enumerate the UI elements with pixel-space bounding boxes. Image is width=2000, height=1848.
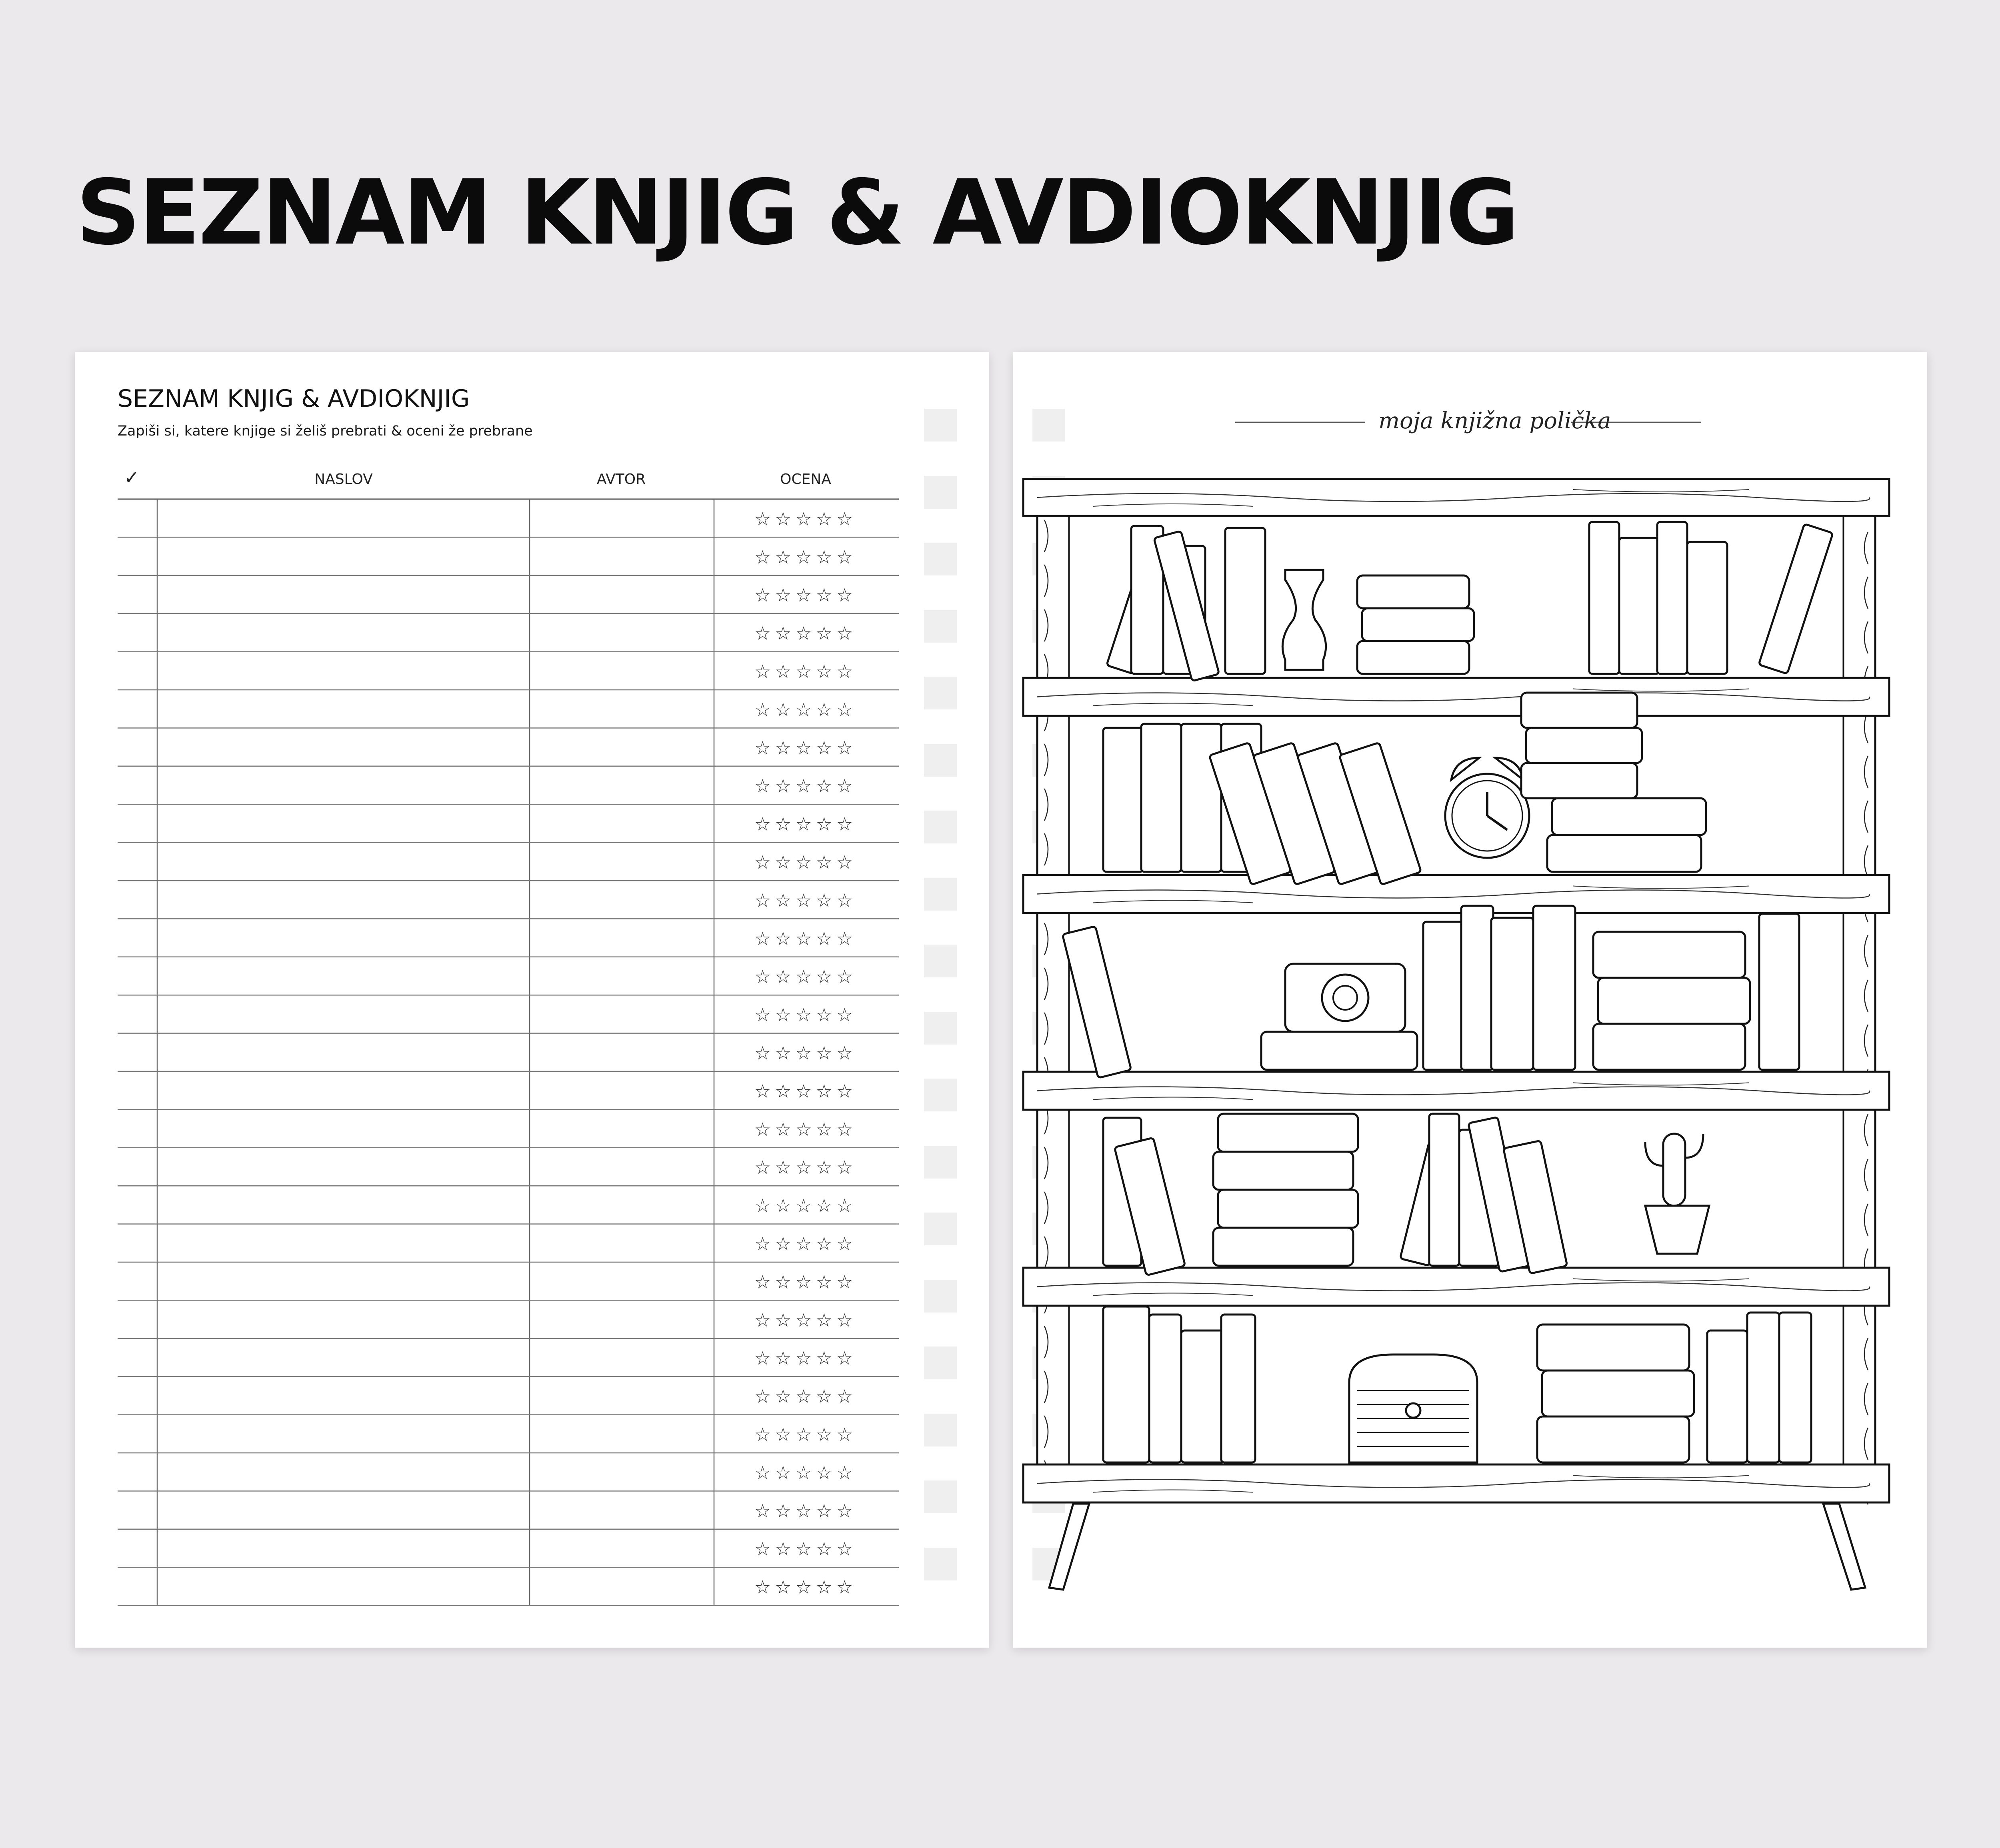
- right-post: [1843, 479, 1875, 1501]
- rating-stars-icon: ☆☆☆☆☆: [754, 1309, 857, 1331]
- book-stack: [1218, 1190, 1358, 1228]
- page-tab[interactable]: [924, 543, 957, 575]
- page-tab[interactable]: [924, 677, 957, 709]
- book-stack: [1552, 798, 1706, 835]
- book-spine: [1747, 1313, 1779, 1462]
- book-stack: [1542, 1371, 1694, 1416]
- book-stack: [1213, 1152, 1353, 1190]
- page-tab[interactable]: [924, 1079, 957, 1111]
- rating-stars-icon: ☆☆☆☆☆: [754, 508, 857, 530]
- page-tab[interactable]: [924, 878, 957, 911]
- book-spine: [1225, 528, 1265, 674]
- bookshelf-page: [1013, 352, 1927, 1648]
- book-stack: [1362, 608, 1474, 641]
- book-stack: [1357, 641, 1469, 674]
- rating-stars-icon: ☆☆☆☆☆: [754, 622, 857, 644]
- rating-stars-icon: ☆☆☆☆☆: [754, 1195, 857, 1217]
- book-spine: [1491, 918, 1533, 1070]
- rating-stars-icon: ☆☆☆☆☆: [754, 1233, 857, 1255]
- book-spine: [1181, 1331, 1225, 1462]
- rating-stars-icon: ☆☆☆☆☆: [754, 775, 857, 797]
- page-tab[interactable]: [924, 945, 957, 977]
- book-spine: [1221, 1315, 1255, 1462]
- rating-column-header: OCENA: [780, 471, 831, 487]
- page-tab[interactable]: [924, 1146, 957, 1179]
- book-spine: [1687, 542, 1727, 674]
- rating-stars-icon: ☆☆☆☆☆: [754, 699, 857, 721]
- rating-stars-icon: ☆☆☆☆☆: [754, 1271, 857, 1293]
- book-spine: [1707, 1331, 1747, 1462]
- book-spine: [1429, 1114, 1459, 1266]
- rating-stars-icon: ☆☆☆☆☆: [754, 1080, 857, 1102]
- page-tab[interactable]: [924, 409, 957, 442]
- rating-stars-icon: ☆☆☆☆☆: [754, 584, 857, 606]
- rating-stars-icon: ☆☆☆☆☆: [754, 1424, 857, 1445]
- book-stack: [1537, 1325, 1689, 1371]
- left-post: [1037, 479, 1069, 1501]
- bookshelf-illustration: [1013, 352, 1927, 1648]
- book-spine: [1589, 522, 1619, 674]
- camera-lens: [1322, 975, 1368, 1021]
- rating-stars-icon: ☆☆☆☆☆: [754, 1500, 857, 1522]
- cactus-icon: [1663, 1134, 1685, 1206]
- page-tab[interactable]: [924, 1480, 957, 1513]
- book-stack: [1593, 932, 1745, 978]
- reading-list-title: SEZNAM KNJIG & AVDIOKNJIG: [118, 385, 470, 413]
- rating-stars-icon: ☆☆☆☆☆: [754, 927, 857, 949]
- book-spine: [1533, 906, 1575, 1070]
- rating-stars-icon: ☆☆☆☆☆: [754, 813, 857, 835]
- rating-stars-icon: ☆☆☆☆☆: [754, 966, 857, 988]
- rating-stars-icon: ☆☆☆☆☆: [754, 1576, 857, 1598]
- main-heading: SEZNAM KNJIG & AVDIOKNJIG: [76, 160, 1518, 265]
- book-stack: [1537, 1416, 1689, 1462]
- book-stack: [1547, 835, 1701, 872]
- rating-stars-icon: ☆☆☆☆☆: [754, 737, 857, 759]
- check-column-header: ✓: [124, 467, 140, 488]
- rating-stars-icon: ☆☆☆☆☆: [754, 1538, 857, 1560]
- reading-list-subtitle: Zapiši si, katere knjige si želiš prebrati & oceni že prebrane: [118, 423, 533, 439]
- rating-stars-icon: ☆☆☆☆☆: [754, 661, 857, 682]
- page-tab[interactable]: [924, 476, 957, 509]
- rating-stars-icon: ☆☆☆☆☆: [754, 851, 857, 873]
- book-stack: [1261, 1032, 1417, 1070]
- book-stack: [1213, 1228, 1353, 1266]
- page-tab[interactable]: [924, 610, 957, 643]
- book-stack: [1521, 763, 1637, 798]
- reading-list-table: [75, 352, 989, 1648]
- page-tab[interactable]: [924, 811, 957, 843]
- book-stack: [1521, 693, 1637, 728]
- page-tab[interactable]: [924, 1414, 957, 1446]
- title-column-header: NASLOV: [314, 471, 373, 487]
- book-spine: [1181, 724, 1221, 872]
- right-leg: [1823, 1504, 1865, 1590]
- chest-lock-icon: [1406, 1403, 1420, 1418]
- book-stack: [1357, 575, 1469, 608]
- reading-list-page: [75, 352, 989, 1648]
- left-leg: [1049, 1504, 1089, 1590]
- rating-stars-icon: ☆☆☆☆☆: [754, 1347, 857, 1369]
- book-spine: [1149, 1315, 1181, 1462]
- rating-stars-icon: ☆☆☆☆☆: [754, 1462, 857, 1484]
- book-spine: [1423, 922, 1463, 1070]
- page-tab[interactable]: [924, 1548, 957, 1580]
- book-spine: [1141, 724, 1181, 872]
- rating-stars-icon: ☆☆☆☆☆: [754, 1004, 857, 1026]
- author-column-header: AVTOR: [596, 471, 646, 487]
- rating-stars-icon: ☆☆☆☆☆: [754, 1385, 857, 1407]
- table-rows: [118, 499, 899, 1606]
- book-spine: [1619, 538, 1659, 674]
- rating-stars-icon: ☆☆☆☆☆: [754, 546, 857, 568]
- rating-stars-icon: ☆☆☆☆☆: [754, 1118, 857, 1140]
- book-spine: [1461, 906, 1493, 1070]
- book-spine: [1103, 1307, 1149, 1462]
- rating-stars-icon: ☆☆☆☆☆: [754, 1042, 857, 1064]
- page-tab[interactable]: [924, 1347, 957, 1379]
- bookshelf-icon: [1023, 479, 1889, 1590]
- page-tab[interactable]: [924, 1280, 957, 1313]
- book-stack: [1593, 1024, 1745, 1070]
- rating-stars-icon: ☆☆☆☆☆: [754, 1157, 857, 1179]
- book-stack: [1218, 1114, 1358, 1152]
- bookshelf-label: moja knjižna polička: [1378, 408, 1611, 434]
- book-stack: [1598, 978, 1750, 1024]
- page-tab[interactable]: [924, 1213, 957, 1245]
- book-spine: [1657, 522, 1687, 674]
- cactus-pot-icon: [1645, 1206, 1709, 1254]
- book-spine: [1759, 914, 1799, 1070]
- page-tab[interactable]: [924, 1012, 957, 1045]
- book-spine: [1103, 728, 1143, 872]
- page-tab[interactable]: [924, 744, 957, 777]
- book-spine: [1779, 1313, 1811, 1462]
- book-stack: [1526, 728, 1642, 763]
- rating-stars-icon: ☆☆☆☆☆: [754, 889, 857, 911]
